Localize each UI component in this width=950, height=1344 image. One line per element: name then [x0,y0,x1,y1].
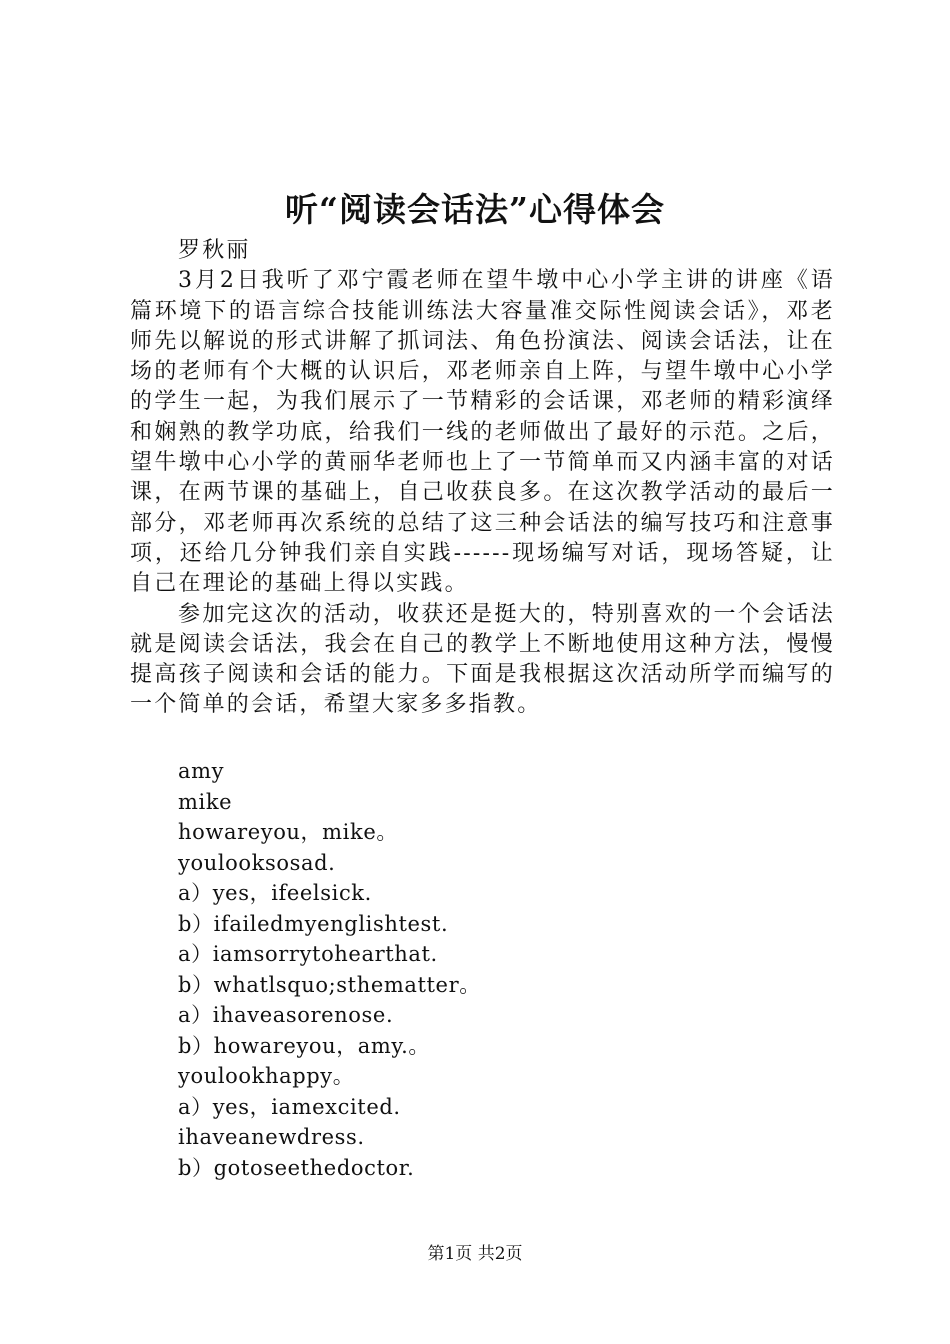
dialog-block [178,756,838,1183]
dialog-line: a）yes，iamexcited. [178,1094,401,1119]
dialog-line: mike [178,789,233,814]
paragraph: 3月2日我听了邓宁霞老师在望牛墩中心小学主讲的讲座《语篇环境下的语言综合技能训练法大容量准交际性阅读会话》，邓老师先以解说的形式讲解了抓词法、角色扮演法、阅读会话法，让在场的老师有个大概的认识后，邓老师亲自上阵，与望牛墩中心小学的学生一起，为我们展示了一节精彩的会话课，邓老师的精彩演绎和娴熟的教学功底，给我们一线的老师做出了最好的示范。之后，望牛墩中心小学的黄丽华老师也上了一节简单而又内涵丰富的对话课，在两节课的基础上，自己收获良多。在这次教学活动的最后一部分，邓老师再次系统的总结了这三种会话法的编写技巧和注意事项，还给几分钟我们亲自实践------现场编写对话，现场答疑，让自己在理论的基础上得以实践。 [130,268,835,597]
dialog-line: amy [178,759,225,783]
dialog-line: howareyou，mike。 [178,820,398,844]
page-footer: 第1页 共2页 [427,1244,523,1264]
dialog-line: a）ihaveasorenose. [178,1003,394,1027]
paragraph: 参加完这次的活动，收获还是挺大的，特别喜欢的一个会话法就是阅读会话法，我会在自己的教学上不断地使用这种方法，慢慢提高孩子阅读和会话的能力。下面是我根据这次活动所学而编写的一个简单的会话，希望大家多多指教。 [130,601,835,718]
dialog-line: b）gotoseethedoctor. [178,1155,415,1180]
dialog-line: b）ifailedmyenglishtest. [178,911,449,936]
document-title: 听“阅读会话法”心得体会 [285,190,665,229]
dialog-line: b）whatlsquo;sthematter。 [178,972,481,997]
dialog-line: ihaveanewdress. [178,1125,365,1149]
dialog-line: a）iamsorrytohearthat. [178,942,438,966]
dialog-line: youlooksosad. [178,850,336,875]
dialog-line: b）howareyou，amy.。 [178,1033,430,1058]
dialog-line: youlookhappy。 [178,1064,355,1088]
document-body [130,236,835,721]
dialog-line: a）yes，ifeelsick. [178,881,372,905]
author-name: 罗秋丽 [178,238,251,263]
